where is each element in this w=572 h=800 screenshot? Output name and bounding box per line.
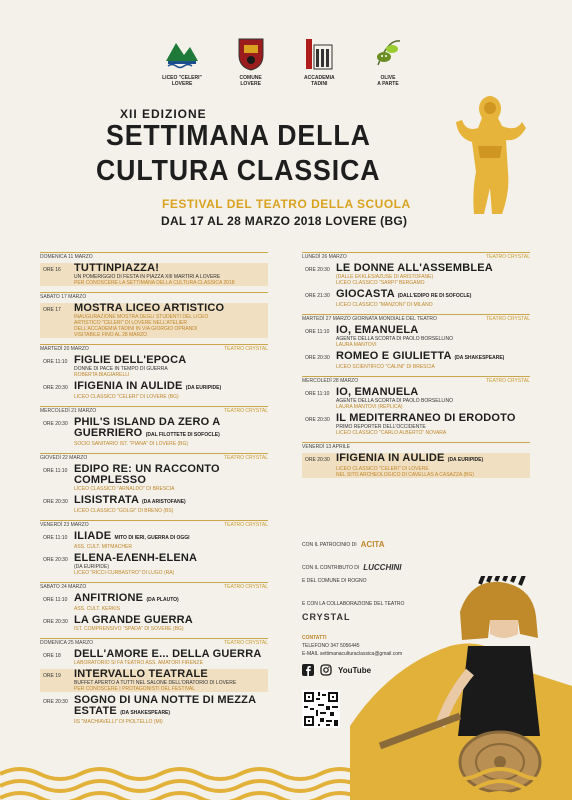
event-title-text: FIGLIE DELL'EPOCA xyxy=(74,354,187,366)
event-time: ORE 20:30 xyxy=(43,421,68,427)
event-title xyxy=(74,495,268,508)
event-title-text: LE DONNE ALL'ASSEMBLEA xyxy=(336,262,493,274)
event-time: ORE 21:30 xyxy=(305,293,330,299)
phone-text: TELEFONO 347 5056445 xyxy=(302,643,360,649)
acita-logo: ACITA xyxy=(360,540,385,549)
event-item xyxy=(40,553,268,576)
event-title xyxy=(336,413,530,424)
event-title xyxy=(336,289,530,302)
event-subtitle: AGENTE DELLA SCORTA DI PAOLO BORSELLINO xyxy=(336,398,453,404)
event-time: ORE 20:30 xyxy=(305,355,330,361)
event-item xyxy=(302,453,530,478)
event-item xyxy=(40,464,268,492)
day-block xyxy=(40,638,268,725)
event-item xyxy=(302,263,530,286)
day-header xyxy=(302,443,530,452)
event-title-text: IO, EMANUELA xyxy=(336,324,419,336)
day-date: VENERDÌ 23 MARZO xyxy=(40,522,89,528)
event-time: ORE 11:10 xyxy=(43,597,68,603)
event-title xyxy=(74,417,268,441)
event-subtitle: ARTISTICO "CELERI" DI LOVERE NELL'ATELIER xyxy=(74,320,187,326)
event-time: ORE 20:30 xyxy=(43,557,68,563)
logo-accademia-tadini: ACCADEMIA TADINI xyxy=(287,34,351,98)
statue-illustration xyxy=(452,92,528,216)
day-header xyxy=(302,315,530,324)
event-note: (DA SHAKESPEARE) xyxy=(120,710,171,716)
logo-liceo: LICEO "CELERI" LOVERE xyxy=(150,34,214,98)
theatre-label: TEATRO CRYSTAL xyxy=(224,455,268,461)
comune-rogno-label: E DEL COMUNE DI ROGNO xyxy=(302,577,367,584)
day-block xyxy=(40,252,268,286)
event-title-text: PHIL'S ISLAND DA ZERO A GUERRIERO xyxy=(74,416,220,439)
event-subtitle: LICEO SCIENTIFICO "CALINI" DI BRESCIA xyxy=(336,364,435,370)
day-block xyxy=(40,453,268,514)
patrocinio-label: CON IL PATROCINIO DI xyxy=(302,541,357,548)
event-item xyxy=(302,325,530,348)
day-date: MERCOLEDÌ 21 MARZO xyxy=(40,408,97,414)
event-item xyxy=(40,263,268,286)
youtube-icon[interactable]: YouTube xyxy=(338,665,372,675)
lucchini-logo: LUCCHINI xyxy=(363,563,402,572)
contributo-label: CON IL CONTRIBUTO DI xyxy=(302,564,360,571)
day-block xyxy=(302,314,530,370)
event-title-text: LA GRANDE GUERRA xyxy=(74,614,193,626)
event-subtitle: UN POMERIGGIO DI FESTA IN PIAZZA XIII MARTIRI A LOVERE xyxy=(74,274,221,280)
theatre-label: TEATRO CRYSTAL xyxy=(224,346,268,352)
day-date: MERCOLEDÌ 28 MARZO xyxy=(302,378,359,384)
event-item xyxy=(40,615,268,632)
event-item xyxy=(302,289,530,308)
event-title xyxy=(74,381,268,394)
event-subtitle: AGENTE DELLA SCORTA DI PAOLO BORSELLINO xyxy=(336,336,453,342)
event-subtitle: LICEO CLASSICO "ARNALDO" DI BRESCIA xyxy=(74,486,175,492)
event-subtitle: PER CONOSCERE LA SETTIMANA DELLA CULTURA CLASSICA 2018 xyxy=(74,280,235,286)
event-time: ORE 11:10 xyxy=(305,329,330,335)
contacts-heading: CONTATTI xyxy=(302,635,327,641)
event-subtitle: DONNE DI PACE IN TEMPO DI GUERRA xyxy=(74,366,168,372)
event-title-text: ANFITRIONE xyxy=(74,592,144,604)
day-date: SABATO 24 MARZO xyxy=(40,584,87,590)
page-title-line1: SETTIMANA DELLA xyxy=(106,120,371,152)
event-item xyxy=(40,669,268,692)
event-title xyxy=(74,649,268,660)
event-item xyxy=(40,593,268,612)
event-title-text: INTERVALLO TEATRALE xyxy=(74,668,208,680)
event-subtitle: PER CONOSCERE I PROTAGONISTI DEL FESTIVAL xyxy=(74,686,196,692)
day-date: LUNEDÌ 26 MARZO xyxy=(302,254,347,260)
event-item xyxy=(40,381,268,400)
event-note: (DA EURIPIDE) xyxy=(185,385,222,391)
day-header xyxy=(40,639,268,648)
event-subtitle: LICEO CLASSICO "MANZONI" DI MILANO xyxy=(336,302,433,308)
event-title xyxy=(74,669,268,680)
day-date: VENERDÌ 13 APRILE xyxy=(302,444,351,450)
event-time: ORE 17 xyxy=(43,307,61,313)
event-item xyxy=(40,531,268,550)
event-title xyxy=(74,355,268,366)
day-header xyxy=(302,377,530,386)
facebook-icon[interactable] xyxy=(302,664,314,676)
page-title-line2: CULTURA CLASSICA xyxy=(96,155,381,187)
festival-subtitle: FESTIVAL DEL TEATRO DELLA SCUOLA xyxy=(162,197,411,211)
theatre-label: TEATRO CRYSTAL xyxy=(486,316,530,322)
event-title xyxy=(74,531,268,544)
event-title-text: ROMEO E GIULIETTA xyxy=(336,350,452,362)
event-subtitle: (DA EURIPIDE) xyxy=(74,564,110,570)
event-title xyxy=(74,464,268,486)
event-title xyxy=(336,351,530,364)
event-time: ORE 11:10 xyxy=(43,359,68,365)
event-title-text: EDIPO RE: UN RACCONTO COMPLESSO xyxy=(74,463,220,486)
event-time: ORE 18 xyxy=(43,653,61,659)
event-title-text: IFIGENIA IN AULIDE xyxy=(336,452,445,464)
day-header xyxy=(40,521,268,530)
event-note: MITO DI IERI, GUERRA DI OGGI xyxy=(114,535,190,541)
event-item xyxy=(302,413,530,436)
day-block xyxy=(40,520,268,576)
crystal-logo: CRYSTAL xyxy=(302,611,351,622)
event-subtitle: LICEO CLASSICO "SARPI" BERGAMO xyxy=(336,280,425,286)
event-title xyxy=(74,303,268,314)
event-subtitle: ASS. CULT. KERKIS xyxy=(74,606,121,612)
event-title xyxy=(336,325,530,336)
event-time: ORE 19 xyxy=(43,673,61,679)
event-time: ORE 20:30 xyxy=(43,699,68,705)
event-subtitle: LICEO CLASSICO "CELERI" DI LOVERE xyxy=(336,466,429,472)
event-item xyxy=(302,351,530,370)
event-item xyxy=(40,695,268,725)
event-note: (DA PLAUTO) xyxy=(146,597,179,603)
day-header xyxy=(40,293,268,302)
dates-line: DAL 17 AL 28 MARZO 2018 LOVERE (BG) xyxy=(161,214,408,228)
event-subtitle: LICEO CLASSICO "CELERI" DI LOVERE (BG) xyxy=(74,394,179,400)
event-subtitle: INAUGURAZIONE MOSTRA DEGLI STUDENTI DEL LICEO xyxy=(74,314,209,320)
day-block xyxy=(302,442,530,478)
event-note: (DA SHAKESPEARE) xyxy=(454,355,505,361)
event-title-text: GIOCASTA xyxy=(336,288,395,300)
theatre-label: TEATRO CRYSTAL xyxy=(224,584,268,590)
event-title xyxy=(74,695,268,719)
schedule-right xyxy=(302,252,530,484)
logo-olive-a-parte: OLIVE A PARTE xyxy=(356,34,420,98)
event-title-text: DELL'AMORE E... DELLA GUERRA xyxy=(74,648,262,660)
theatre-label: TEATRO CRYSTAL xyxy=(224,640,268,646)
event-subtitle: LICEO "RICCI-CURBASTRO" DI LUGO (RA) xyxy=(74,570,175,576)
email-text: E-MAIL settimanaculturaclassica@gmail.com xyxy=(302,651,403,657)
event-title xyxy=(74,263,268,274)
event-item xyxy=(40,649,268,666)
day-date: DOMENICA 11 MARZO xyxy=(40,254,93,260)
event-subtitle: LICEO CLASSICO "GOLGI" DI BRENO (BS) xyxy=(74,508,174,514)
collab-label: E CON LA COLLABORAZIONE DEL TEATRO xyxy=(302,600,405,607)
event-item xyxy=(40,495,268,514)
edition-label: XII EDIZIONE xyxy=(120,107,207,121)
event-note: (DAL FILOTTETE DI SOFOCLE) xyxy=(145,432,220,438)
schedule-left xyxy=(40,252,268,731)
event-time: ORE 20:30 xyxy=(305,267,330,273)
event-time: ORE 20:30 xyxy=(43,385,68,391)
instagram-icon[interactable] xyxy=(320,664,332,676)
event-title-text: TUTTINPIAZZA! xyxy=(74,262,160,274)
event-subtitle: IST. COMPRENSIVO "SPADA" DI SOVERE (BG) xyxy=(74,626,184,632)
day-date: MARTEDÌ 20 MARZO xyxy=(40,346,89,352)
event-title xyxy=(74,593,268,606)
event-subtitle: VISITABILE FINO AL 28 MARZO xyxy=(74,332,148,338)
event-time: ORE 20:30 xyxy=(43,619,68,625)
day-header xyxy=(40,454,268,463)
theatre-label: TEATRO CRYSTAL xyxy=(486,378,530,384)
event-subtitle: (DALLE EKKLESIAZUSE DI ARISTOFANE) xyxy=(336,274,434,280)
day-header xyxy=(40,345,268,354)
event-item xyxy=(40,355,268,378)
event-subtitle: BUFFET APERTO A TUTTI NEL SALONE DELL'ORATORIO DI LOVERE xyxy=(74,680,237,686)
day-header xyxy=(302,253,530,262)
event-subtitle: LAURA MANTOVI xyxy=(336,342,377,348)
day-header xyxy=(40,407,268,416)
day-header xyxy=(40,583,268,592)
event-subtitle: SOCIO SANITARIO IST. "PIANA" DI LOVERE (BG) xyxy=(74,441,189,447)
event-title-text: IL MEDITERRANEO DI ERODOTO xyxy=(336,412,516,424)
event-time: ORE 11:10 xyxy=(43,468,68,474)
day-date: SABATO 17 MARZO xyxy=(40,294,87,300)
event-time: ORE 20:30 xyxy=(305,457,330,463)
event-title xyxy=(74,553,268,564)
event-item xyxy=(302,387,530,410)
day-header xyxy=(40,253,268,262)
day-block xyxy=(40,292,268,338)
event-title-text: SOGNO DI UNA NOTTE DI MEZZA ESTATE xyxy=(74,694,256,717)
event-note: (DA ARISTOFANE) xyxy=(142,499,186,505)
event-title-text: MOSTRA LICEO ARTISTICO xyxy=(74,302,225,314)
day-block xyxy=(40,582,268,632)
event-title-text: ELENA-ΕΛΕΝΗ-ELENA xyxy=(74,552,198,564)
event-subtitle: NEL SITO ARCHEOLOGICO DI CAVELLAS A CASAZZA (BG) xyxy=(336,472,475,478)
day-date: DOMENICA 25 MARZO xyxy=(40,640,94,646)
theatre-label: TEATRO CRYSTAL xyxy=(224,522,268,528)
event-title xyxy=(336,263,530,274)
event-item xyxy=(40,417,268,447)
event-time: ORE 16 xyxy=(43,267,61,273)
day-block xyxy=(40,344,268,400)
decorative-waves xyxy=(0,760,572,800)
event-subtitle: DELL'ACCADEMIA TADINI IN VIA GIORGIO OPRANDI xyxy=(74,326,198,332)
event-title-text: LISISTRATA xyxy=(74,494,139,506)
day-block xyxy=(302,376,530,436)
day-block xyxy=(40,406,268,447)
day-block xyxy=(302,252,530,308)
day-date: MARTEDÌ 27 MARZO GIORNATA MONDIALE DEL TEATRO xyxy=(302,316,437,322)
event-time: ORE 20:30 xyxy=(305,417,330,423)
event-note: (DALL'EDIPO RE DI SOFOCLE) xyxy=(397,293,472,299)
theatre-label: TEATRO CRYSTAL xyxy=(486,254,530,260)
event-subtitle: ASS. CULT. MITMACHER xyxy=(74,544,132,550)
event-title xyxy=(74,615,268,626)
event-title-text: ILIADE xyxy=(74,530,112,542)
event-title xyxy=(336,453,530,466)
logo-comune: COMUNE LOVERE xyxy=(219,34,283,98)
event-note: (DA EURIPIDE) xyxy=(447,457,484,463)
event-subtitle: ROBERTA BIAGIARELLI xyxy=(74,372,130,378)
event-time: ORE 11:10 xyxy=(43,535,68,541)
event-title xyxy=(336,387,530,398)
logo-row xyxy=(150,34,420,98)
day-date: GIOVEDÌ 22 MARZO xyxy=(40,455,88,461)
event-subtitle: LAURA MANTOVI (REPLICA) xyxy=(336,404,403,410)
event-title-text: IFIGENIA IN AULIDE xyxy=(74,380,183,392)
event-time: ORE 11:10 xyxy=(305,391,330,397)
event-subtitle: LICEO CLASSICO "CARLO ALBERTO" NOVARA xyxy=(336,430,447,436)
event-title-text: IO, EMANUELA xyxy=(336,386,419,398)
theatre-label: TEATRO CRYSTAL xyxy=(224,408,268,414)
event-subtitle: PRIMO REPORTER DELL'OCCIDENTE xyxy=(336,424,426,430)
event-subtitle: LABORATORIO SI FA TEATRO ASS. AMATORI FIRENZE xyxy=(74,660,203,666)
event-time: ORE 20:30 xyxy=(43,499,68,505)
qr-code[interactable] xyxy=(302,690,340,728)
event-subtitle: IIS "MACHIAVELLI" DI PIOLTELLO (MI) xyxy=(74,719,163,725)
event-item xyxy=(40,303,268,338)
